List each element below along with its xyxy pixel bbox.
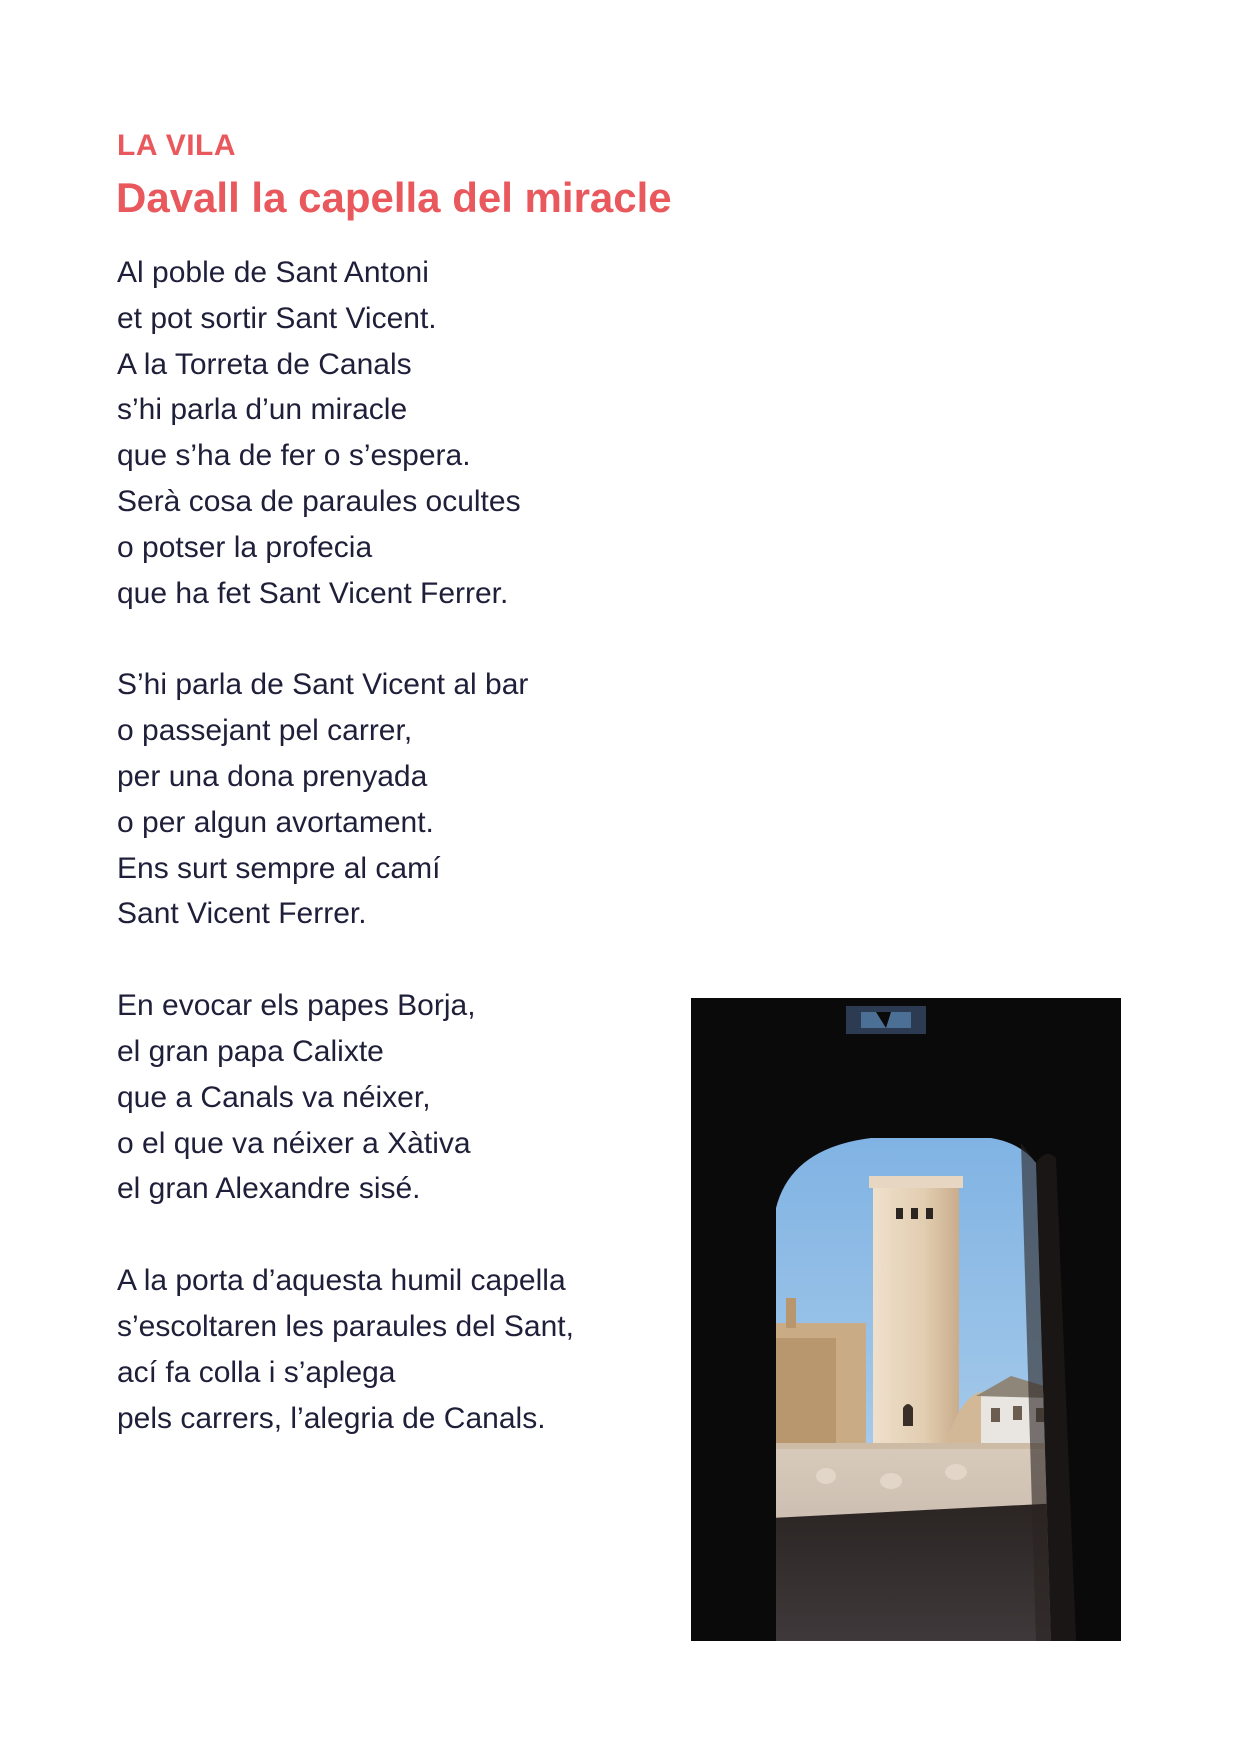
verse-line: En evocar els papes Borja,	[117, 989, 476, 1023]
verse-line: pels carrers, l’alegria de Canals.	[117, 1401, 546, 1435]
verse-line: ací fa colla i s’aplega	[117, 1355, 396, 1389]
verse-line: que a Canals va néixer,	[117, 1080, 431, 1114]
verse-line: s’escoltaren les paraules del Sant,	[117, 1309, 574, 1343]
verse-line: Al poble de Sant Antoni	[117, 256, 429, 289]
verse-line: o el que va néixer a Xàtiva	[117, 1126, 471, 1160]
verse-line: per una dona prenyada	[117, 759, 428, 793]
verse-line: el gran papa Calixte	[117, 1034, 384, 1068]
verse-line: Serà cosa de paraules ocultes	[117, 484, 521, 518]
verse-line: A la Torreta de Canals	[117, 347, 412, 381]
verse-line: A la porta d’aquesta humil capella	[117, 1264, 566, 1298]
stanza-3	[117, 983, 677, 1212]
verse-line: S’hi parla de Sant Vicent al bar	[117, 668, 529, 702]
verse-line: o potser la profecia	[117, 530, 373, 564]
stanza-1	[117, 250, 677, 616]
tower-through-archway-photo	[691, 998, 1121, 1641]
verse-line: et pot sortir Sant Vicent.	[117, 301, 437, 335]
page-title: Davall la capella del miracle	[116, 174, 672, 221]
verse-line: s’hi parla d’un miracle	[117, 393, 408, 427]
stanza-2	[117, 662, 677, 937]
verse-line: el gran Alexandre sisé.	[117, 1172, 421, 1206]
section-label: LA VILA	[117, 129, 237, 162]
verse-line: que s’ha de fer o s’espera.	[117, 439, 471, 473]
verse-line: Ens surt sempre al camí	[117, 851, 441, 885]
photo-illustration	[691, 998, 1121, 1641]
verse-line: o per algun avortament.	[117, 805, 434, 839]
verse-line: que ha fet Sant Vicent Ferrer.	[117, 576, 509, 610]
verse-line: o passejant pel carrer,	[117, 714, 413, 748]
verse-line: Sant Vicent Ferrer.	[117, 897, 367, 931]
poem	[117, 250, 677, 1487]
stanza-4	[117, 1258, 677, 1441]
